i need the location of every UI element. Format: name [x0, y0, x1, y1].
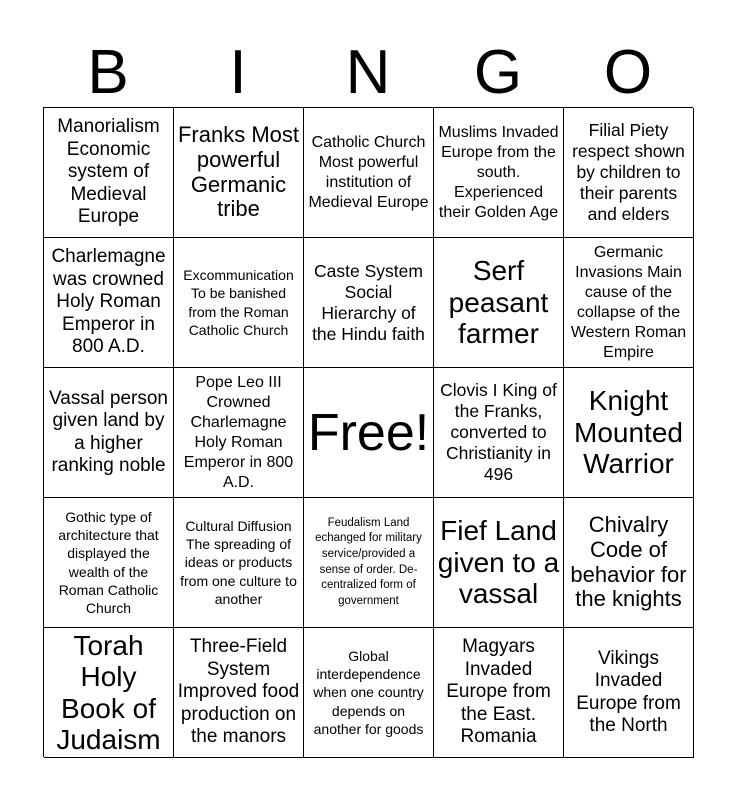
cell-text: Muslims Invaded Europe from the south. Experienced their Golden Age — [438, 123, 559, 221]
cell-text: Gothic type of architecture that displayed the wealth of the Roman Catholic Church — [58, 508, 159, 616]
bingo-cell — [304, 108, 434, 238]
cell-text: Caste System Social Hierarchy of the Hindu faith — [312, 260, 425, 344]
bingo-cell — [174, 628, 304, 758]
cell-text: Fief Land given to a vassal — [437, 515, 560, 610]
bingo-cell — [44, 368, 174, 498]
bingo-board — [43, 107, 693, 757]
bingo-cell — [564, 628, 694, 758]
cell-text: Charlemagne was crowned Holy Roman Emperor in 800 A.D. — [51, 246, 166, 358]
bingo-cell — [44, 498, 174, 628]
header-letter-g: G — [473, 38, 523, 107]
cell-text: Feudalism Land echanged for military service/provided a sense of order. De-centralized form of government — [315, 516, 422, 607]
bingo-cell — [44, 238, 174, 368]
cell-text: Magyars Invaded Europe from the East. Romania — [446, 636, 551, 748]
cell-text: Chivalry Code of behavior for the knights — [570, 512, 687, 612]
bingo-cell — [434, 108, 564, 238]
cell-text: Clovis I King of the Franks, converted to Christianity in 496 — [440, 380, 557, 484]
cell-text: Vikings Invaded Europe from the North — [576, 647, 681, 736]
cell-text: Pope Leo III Crowned Charlemagne Holy Roman Emperor in 800 A.D. — [183, 373, 294, 491]
cell-text: Knight Mounted Warrior — [574, 385, 683, 480]
free-text: Free! — [307, 403, 430, 462]
bingo-cell — [564, 498, 694, 628]
cell-text: Franks Most powerful Germanic tribe — [177, 122, 300, 222]
cell-text: Serf peasant farmer — [448, 255, 549, 350]
bingo-cell — [174, 368, 304, 498]
bingo-cell — [304, 498, 434, 628]
cell-text: Germanic Invasions Main cause of the collapse of the Western Roman Empire — [570, 243, 687, 361]
bingo-cell — [434, 628, 564, 758]
bingo-cell — [304, 628, 434, 758]
bingo-cell — [434, 498, 564, 628]
bingo-cell — [174, 238, 304, 368]
header-letter-i: I — [229, 38, 247, 107]
bingo-cell — [174, 108, 304, 238]
bingo-cell — [44, 628, 174, 758]
cell-text: Three-Field System Improved food production on the manors — [177, 636, 300, 748]
cell-text: Global interdependence when one country depends on another for goods — [313, 648, 424, 737]
cell-text: Catholic Church Most powerful institution of Medieval Europe — [308, 133, 429, 211]
header-letter-n: N — [345, 38, 391, 107]
header-letter-o: O — [603, 38, 653, 107]
cell-text: Torah Holy Book of Judaism — [56, 629, 161, 755]
cell-text: Cultural Diffusion The spreading of ideas or products from one culture to another — [180, 518, 297, 607]
cell-text: Filial Piety respect shown by children to their parents and elders — [572, 120, 685, 224]
bingo-header — [43, 38, 693, 108]
bingo-cell — [434, 238, 564, 368]
bingo-cell — [44, 108, 174, 238]
bingo-cell — [304, 238, 434, 368]
free-space — [304, 368, 434, 498]
header-letter-b: B — [87, 38, 129, 107]
cell-text: Manorialism Economic system of Medieval Europe — [57, 116, 160, 228]
cell-text: Excommunication To be banished from the Roman Catholic Church — [183, 267, 294, 338]
bingo-cell — [564, 238, 694, 368]
bingo-cell — [434, 368, 564, 498]
cell-text: Vassal person given land by a higher ranking noble — [49, 387, 168, 476]
bingo-cell — [564, 108, 694, 238]
bingo-cell — [174, 498, 304, 628]
bingo-cell — [564, 368, 694, 498]
